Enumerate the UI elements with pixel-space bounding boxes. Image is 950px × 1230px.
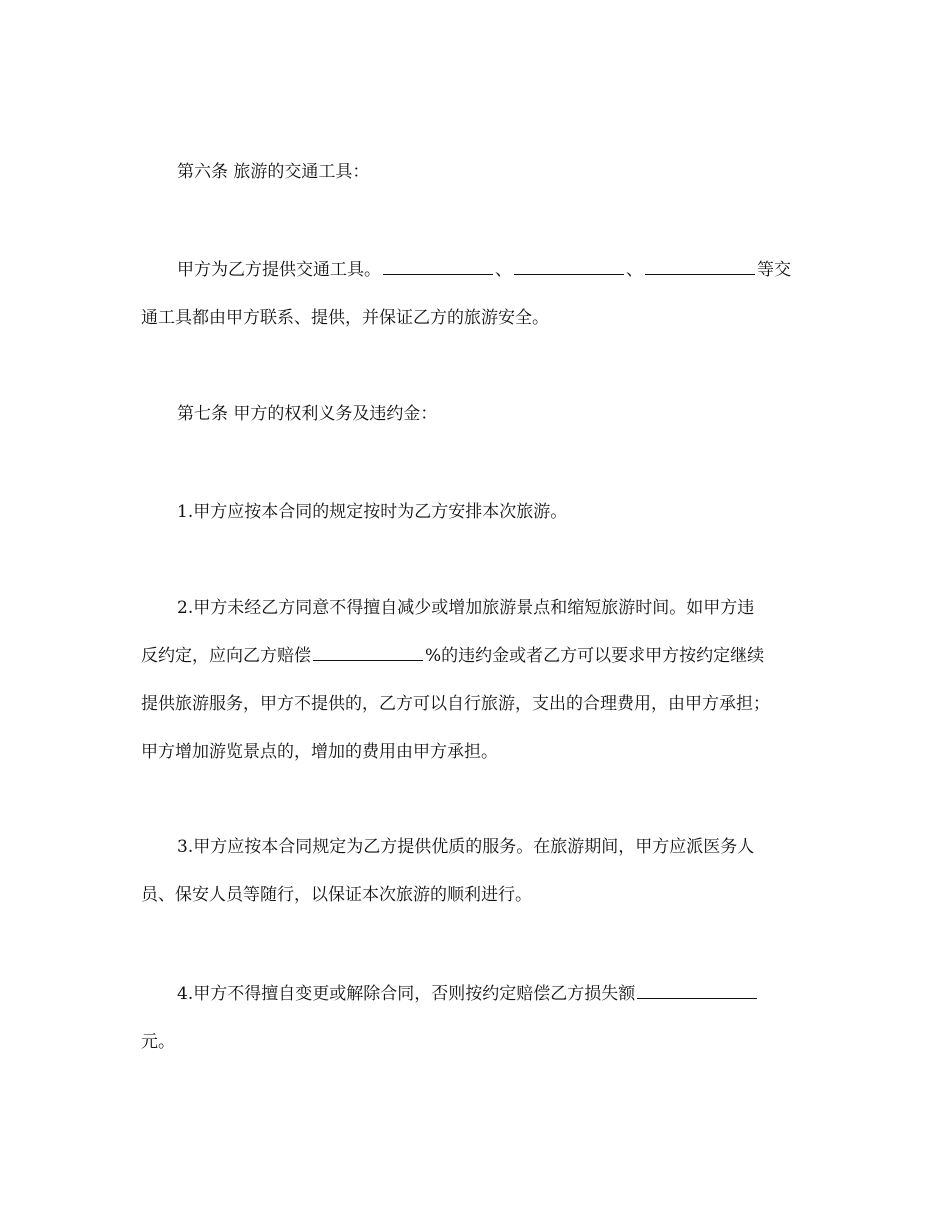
vehicle-blank-1[interactable] — [383, 273, 493, 275]
article-7-item-1: 1.甲方应按本合同的规定按时为乙方安排本次旅游。 — [177, 502, 568, 522]
article-6-line-2: 通工具都由甲方联系、提供，并保证乙方的旅游安全。 — [141, 308, 549, 328]
loss-amount-blank[interactable] — [637, 997, 757, 999]
item-2-line-2: 反约定，应向乙方赔偿 %的违约金或者乙方可以要求甲方按约定继续 — [141, 646, 765, 666]
article-6-heading: 第六条 旅游的交通工具： — [177, 162, 370, 182]
article-7-item-4 — [141, 970, 813, 1066]
item-2-line-1: 2.甲方未经乙方同意不得擅自减少或增加旅游景点和缩短旅游时间。如甲方违 — [177, 598, 755, 618]
article-6-line-1: 甲方为乙方提供交通工具。 、 、 等交 — [177, 260, 791, 280]
article-6-paragraph — [141, 246, 813, 342]
item-4-line-2: 元。 — [141, 1032, 175, 1052]
item-4-line-1: 4.甲方不得擅自变更或解除合同，否则按约定赔偿乙方损失额 — [141, 970, 813, 1018]
article-7-item-3 — [141, 823, 813, 919]
item-2-line-4: 甲方增加游览景点的，增加的费用由甲方承担。 — [141, 742, 498, 762]
item-3-line-1: 3.甲方应按本合同规定为乙方提供优质的服务。在旅游期间，甲方应派医务人 — [177, 837, 755, 857]
article-7-item-2 — [141, 584, 813, 776]
item-3-line-2: 员、保安人员等随行，以保证本次旅游的顺利进行。 — [141, 885, 532, 905]
article-7-heading: 第七条 甲方的权利义务及违约金： — [177, 404, 438, 424]
penalty-percent-blank[interactable] — [313, 659, 423, 661]
item-2-line-3: 提供旅游服务，甲方不提供的，乙方可以自行旅游，支出的合理费用，由甲方承担； — [141, 694, 770, 714]
vehicle-blank-2[interactable] — [514, 273, 624, 275]
vehicle-blank-3[interactable] — [645, 273, 755, 275]
